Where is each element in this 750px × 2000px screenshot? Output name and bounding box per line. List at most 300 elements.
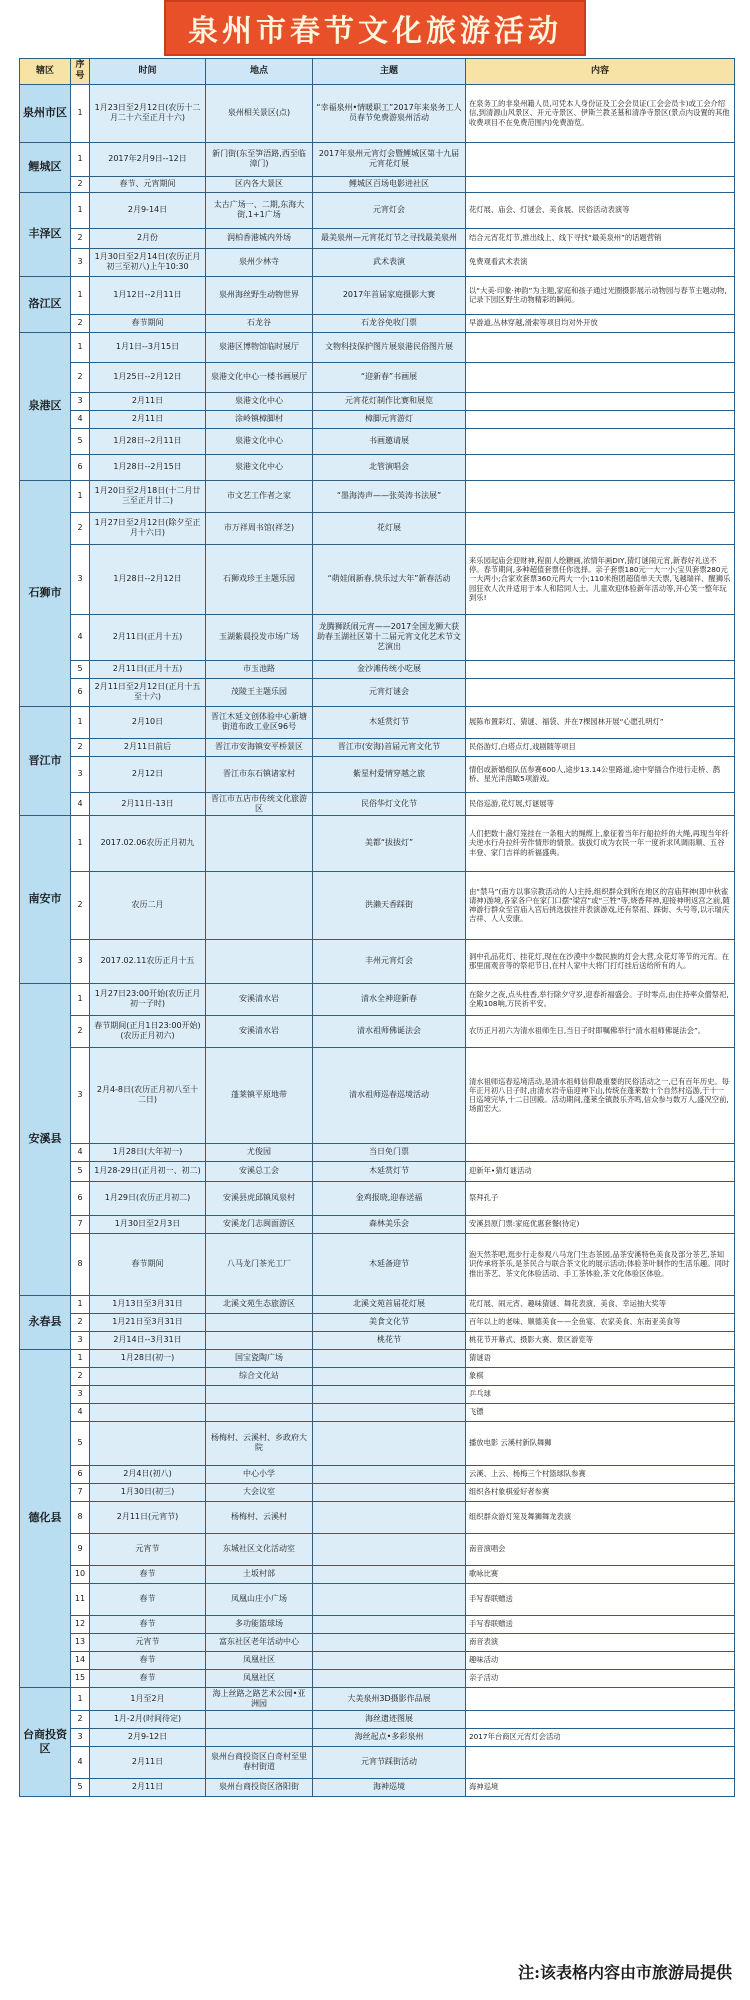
theme-cell: 元宵灯会 — [313, 192, 466, 228]
place-cell: 茂陵王主题乐园 — [206, 678, 313, 706]
place-cell: 凤凰社区 — [206, 1669, 313, 1687]
place-cell: 安溪县虎邱镇凤泉村 — [206, 1181, 313, 1215]
table-row — [20, 1313, 735, 1331]
theme-cell — [313, 1651, 466, 1669]
seq-cell: 4 — [71, 1143, 90, 1161]
time-cell: 1月29日(农历正月初二) — [90, 1181, 206, 1215]
content-cell: 早游道,丛林穿越,滑索等项目均对外开放 — [466, 314, 735, 332]
content-cell: 百年以上的老味、顺德美食——全鱼宴、农家美食、东南亚美食等 — [466, 1313, 735, 1331]
time-cell — [90, 1367, 206, 1385]
theme-cell: 花灯展 — [313, 512, 466, 544]
place-cell: 杨梅村、云溪村、乡政府大院 — [206, 1421, 313, 1465]
time-cell: 2月11日至2月12日(正月十五至十六) — [90, 678, 206, 706]
time-cell: 1月13日至3月31日 — [90, 1295, 206, 1313]
content-cell: 乒乓球 — [466, 1385, 735, 1403]
header-time: 时间 — [90, 59, 206, 85]
seq-cell: 2 — [71, 1367, 90, 1385]
content-cell — [466, 142, 735, 176]
time-cell — [90, 1421, 206, 1465]
table-row — [20, 1583, 735, 1615]
place-cell — [206, 1728, 313, 1746]
table-row — [20, 1533, 735, 1565]
seq-cell: 5 — [71, 1778, 90, 1796]
table-header-row — [20, 59, 735, 85]
seq-cell: 4 — [71, 1746, 90, 1778]
seq-cell: 1 — [71, 276, 90, 314]
place-cell: 国宝瓷陶广场 — [206, 1349, 313, 1367]
table-row — [20, 480, 735, 512]
seq-cell: 2 — [71, 314, 90, 332]
place-cell — [206, 815, 313, 871]
header-theme: 主题 — [313, 59, 466, 85]
content-cell: 歌咏比赛 — [466, 1565, 735, 1583]
time-cell: 1月至2月 — [90, 1687, 206, 1710]
content-cell: 2017年台商区元宵灯会活动 — [466, 1728, 735, 1746]
time-cell: 1月20日至2月18日(十二月廿三至正月廿二) — [90, 480, 206, 512]
table-row — [20, 792, 735, 815]
time-cell: 春节 — [90, 1565, 206, 1583]
place-cell — [206, 939, 313, 983]
table-row — [20, 1651, 735, 1669]
theme-cell: 美都“拔拔灯” — [313, 815, 466, 871]
table-row — [20, 1633, 735, 1651]
time-cell: 1月25日--2月12日 — [90, 362, 206, 392]
place-cell: 八马龙门茶光工厂 — [206, 1233, 313, 1295]
seq-cell: 5 — [71, 428, 90, 454]
table-row — [20, 544, 735, 614]
theme-cell: 木延赏灯节 — [313, 706, 466, 738]
place-cell: 杨梅村、云溪村 — [206, 1501, 313, 1533]
seq-cell: 8 — [71, 1233, 90, 1295]
content-cell: 飞镖 — [466, 1403, 735, 1421]
table-row — [20, 454, 735, 480]
content-cell: 结合元宵花灯节,推出线上、线下寻找“最美泉州”的话题营销 — [466, 228, 735, 248]
place-cell: 安溪龙门志闽面游区 — [206, 1215, 313, 1233]
theme-cell: 元宵花灯制作比赛和展览 — [313, 392, 466, 410]
place-cell: 晋江市五店市传统文化旅游区 — [206, 792, 313, 815]
place-cell: 市万祥周书馆(祥芝) — [206, 512, 313, 544]
theme-cell: 石龙谷免收门票 — [313, 314, 466, 332]
table-row — [20, 983, 735, 1015]
time-cell: 2月11日前后 — [90, 738, 206, 756]
theme-cell: 紫星村爱情穿越之旅 — [313, 756, 466, 792]
place-cell: 晋江木延文创体验中心新塘街道布政工业区96号 — [206, 706, 313, 738]
theme-cell — [313, 1349, 466, 1367]
time-cell: 2月9-14日 — [90, 192, 206, 228]
table-row — [20, 1233, 735, 1295]
table-row — [20, 1015, 735, 1047]
table-row — [20, 1615, 735, 1633]
table-row — [20, 192, 735, 228]
content-cell — [466, 176, 735, 192]
table-row — [20, 428, 735, 454]
theme-cell — [313, 1385, 466, 1403]
seq-cell: 1 — [71, 983, 90, 1015]
content-cell: 展陈布置彩灯、猜谜、福袋、并在7棵园林开展“心愿孔明灯” — [466, 706, 735, 738]
place-cell: 晋江市安海镇安平桥景区 — [206, 738, 313, 756]
theme-cell: 大美泉州3D摄影作品展 — [313, 1687, 466, 1710]
theme-cell: 海神巡境 — [313, 1778, 466, 1796]
place-cell — [206, 871, 313, 939]
place-cell: 东城社区文化活动室 — [206, 1533, 313, 1565]
district-cell: 泉州市区 — [20, 84, 71, 142]
content-cell — [466, 332, 735, 362]
time-cell: 1月27日23:00开始(农历正月初一子时) — [90, 983, 206, 1015]
footnote: 注:该表格内容由市旅游局提供 — [518, 1963, 732, 1982]
place-cell: 安溪清水岩 — [206, 983, 313, 1015]
content-cell: 云溪、上云、杨梅三个村篮球队参赛 — [466, 1465, 735, 1483]
time-cell: 1月12日--2月11日 — [90, 276, 206, 314]
seq-cell: 11 — [71, 1583, 90, 1615]
time-cell — [90, 1385, 206, 1403]
time-cell: 元宵节 — [90, 1533, 206, 1565]
place-cell: 综合文化站 — [206, 1367, 313, 1385]
time-cell: 2月11日-13日 — [90, 792, 206, 815]
table-row — [20, 1181, 735, 1215]
content-cell: 南音演唱会 — [466, 1533, 735, 1565]
content-cell — [466, 1746, 735, 1778]
place-cell: 新门街(东至笋浯路,西至临漳门) — [206, 142, 313, 176]
seq-cell: 7 — [71, 1483, 90, 1501]
place-cell: 安溪总工会 — [206, 1161, 313, 1181]
place-cell: 太古广场一、二期,东海大街,1+1广场 — [206, 192, 313, 228]
time-cell: 春节 — [90, 1651, 206, 1669]
seq-cell: 1 — [71, 192, 90, 228]
seq-cell: 3 — [71, 1331, 90, 1349]
place-cell: 多功能篮球场 — [206, 1615, 313, 1633]
theme-cell: 元宵节踩街活动 — [313, 1746, 466, 1778]
page-title: 泉州市春节文化旅游活动 — [164, 0, 586, 56]
time-cell: 2月14日--3月31日 — [90, 1331, 206, 1349]
place-cell: 中心小学 — [206, 1465, 313, 1483]
place-cell: 润柏香港城内外场 — [206, 228, 313, 248]
place-cell — [206, 1313, 313, 1331]
content-cell: 民俗巡游,花灯展,灯谜展等 — [466, 792, 735, 815]
time-cell: 1月30日至2月3日 — [90, 1215, 206, 1233]
district-cell: 德化县 — [20, 1349, 71, 1687]
table-row — [20, 1215, 735, 1233]
seq-cell: 2 — [71, 1313, 90, 1331]
seq-cell: 6 — [71, 678, 90, 706]
seq-cell: 1 — [71, 815, 90, 871]
place-cell: 石狮戏珍王主题乐园 — [206, 544, 313, 614]
time-cell: 2月12日 — [90, 756, 206, 792]
place-cell: 区内各大景区 — [206, 176, 313, 192]
table-row — [20, 614, 735, 660]
place-cell: 泉港文化中心 — [206, 454, 313, 480]
content-cell: 组织群众游灯笼及舞狮舞龙表演 — [466, 1501, 735, 1533]
seq-cell: 1 — [71, 332, 90, 362]
place-cell: 富东社区老年活动中心 — [206, 1633, 313, 1651]
table-row — [20, 706, 735, 738]
table-row — [20, 1669, 735, 1687]
time-cell: 1月28日--2月11日 — [90, 428, 206, 454]
time-cell: 元宵节 — [90, 1633, 206, 1651]
theme-cell: 书画邀请展 — [313, 428, 466, 454]
content-cell — [466, 1687, 735, 1710]
table-row — [20, 332, 735, 362]
content-cell — [466, 428, 735, 454]
theme-cell: “萌娃闹新春,快乐过大年”新春活动 — [313, 544, 466, 614]
seq-cell: 7 — [71, 1215, 90, 1233]
place-cell: 泉州相关景区(点) — [206, 84, 313, 142]
time-cell: 2月份 — [90, 228, 206, 248]
place-cell: 大会议室 — [206, 1483, 313, 1501]
content-cell: 安溪县原门票:家庭优惠套餐(待定) — [466, 1215, 735, 1233]
time-cell: 2017.02.11农历正月十五 — [90, 939, 206, 983]
theme-cell: 美食文化节 — [313, 1313, 466, 1331]
content-cell: 在除夕之夜,点头柱香,举行除夕守岁,迎春祈福盛会。子时零点,由住持率众僧祭祀,全殿108响,万民祈平安。 — [466, 983, 735, 1015]
theme-cell — [313, 1633, 466, 1651]
title-wrap — [0, 0, 750, 56]
time-cell: 春节 — [90, 1669, 206, 1687]
place-cell: 泉港文化中心 — [206, 428, 313, 454]
table-row — [20, 410, 735, 428]
place-cell: 泉州台商投资区白奇村至里春村街道 — [206, 1746, 313, 1778]
place-cell: 市文艺工作者之家 — [206, 480, 313, 512]
seq-cell: 6 — [71, 1181, 90, 1215]
theme-cell: 木延赏灯节 — [313, 1161, 466, 1181]
seq-cell: 2 — [71, 228, 90, 248]
table-row — [20, 1778, 735, 1796]
theme-cell — [313, 1367, 466, 1385]
table-row — [20, 1367, 735, 1385]
theme-cell: 鲤城区百场电影进社区 — [313, 176, 466, 192]
content-cell: 情侣或新婚组队伍参赛600人,途步13.14公里路道,途中穿插合作进行走桥、鹊桥、星光洋溶瞰5项游戏。 — [466, 756, 735, 792]
place-cell: 晋江市东石镇诸家村 — [206, 756, 313, 792]
place-cell: 玉湖紫晨投发市场广场 — [206, 614, 313, 660]
seq-cell: 3 — [71, 939, 90, 983]
table-row — [20, 142, 735, 176]
content-cell: 农历正月初六为清水祖师生日,当日子时即嘱佛举行“清水祖师佛诞法会”。 — [466, 1015, 735, 1047]
theme-cell: 丰州元宵灯会 — [313, 939, 466, 983]
theme-cell — [313, 1501, 466, 1533]
theme-cell: 元宵灯谜会 — [313, 678, 466, 706]
place-cell: 尤俊园 — [206, 1143, 313, 1161]
seq-cell: 1 — [71, 142, 90, 176]
seq-cell: 1 — [71, 84, 90, 142]
time-cell: 2月11日 — [90, 1746, 206, 1778]
time-cell: 2月9-12日 — [90, 1728, 206, 1746]
theme-cell — [313, 1583, 466, 1615]
seq-cell: 1 — [71, 1295, 90, 1313]
theme-cell: 晋江市(安海)首届元宵文化节 — [313, 738, 466, 756]
table-row — [20, 1385, 735, 1403]
seq-cell: 9 — [71, 1533, 90, 1565]
theme-cell: 海丝遗迹图展 — [313, 1710, 466, 1728]
content-cell: 由“禁马”(南方以事宗教活动的人)主持,组织群众到所在地区的宫庙拜神(即中秋雀请神)游境,各家各户在家门口摆“梁宫”或“三牲”等,烧香拜神,迎接神明返宫之前,随神游行群众至宫庙入宫后挑选拔挂并表演游戏,还有祭祖、踩街、头号等,以示瑞庆吉祥、人人安康。 — [466, 871, 735, 939]
time-cell: 2017年2月9日--12日 — [90, 142, 206, 176]
table-row — [20, 1687, 735, 1710]
theme-cell: 2017年泉州元宵灯会暨鲤城区第十九届元宵花灯展 — [313, 142, 466, 176]
district-cell: 晋江市 — [20, 706, 71, 815]
time-cell: 1月1日--3月15日 — [90, 332, 206, 362]
table-row — [20, 939, 735, 983]
place-cell — [206, 1385, 313, 1403]
seq-cell: 5 — [71, 1421, 90, 1465]
content-cell — [466, 410, 735, 428]
content-cell: 手写春联赠送 — [466, 1583, 735, 1615]
time-cell: 2017.02.06农历正月初九 — [90, 815, 206, 871]
table-row — [20, 1331, 735, 1349]
header-place: 地点 — [206, 59, 313, 85]
table-row — [20, 1483, 735, 1501]
time-cell: 春节 — [90, 1615, 206, 1633]
content-cell: 民俗游灯,白塔点灯,戏剧随等项目 — [466, 738, 735, 756]
theme-cell — [313, 1465, 466, 1483]
content-cell — [466, 678, 735, 706]
theme-cell: “幸福泉州•情暖职工”2017年来泉务工人员春节免费游泉州活动 — [313, 84, 466, 142]
time-cell: 1月-2月(时间待定) — [90, 1710, 206, 1728]
theme-cell — [313, 1403, 466, 1421]
table-row — [20, 1349, 735, 1367]
seq-cell: 14 — [71, 1651, 90, 1669]
time-cell: 2月11日 — [90, 1778, 206, 1796]
seq-cell: 2 — [71, 1015, 90, 1047]
time-cell: 春节期间(正月1日23:00开始)(农历正月初六) — [90, 1015, 206, 1047]
theme-cell — [313, 1421, 466, 1465]
table-row — [20, 1746, 735, 1778]
time-cell: 1月28日--2月12日 — [90, 544, 206, 614]
theme-cell: 文物科技保护图片展泉港民俗图片展 — [313, 332, 466, 362]
place-cell: 北溪文苑生态旅游区 — [206, 1295, 313, 1313]
seq-cell: 2 — [71, 738, 90, 756]
content-cell — [466, 660, 735, 678]
time-cell: 2月11日 — [90, 392, 206, 410]
seq-cell: 2 — [71, 871, 90, 939]
theme-cell: 森林美乐会 — [313, 1215, 466, 1233]
time-cell: 2月11日(正月十五) — [90, 614, 206, 660]
time-cell: 1月28日--2月15日 — [90, 454, 206, 480]
seq-cell: 12 — [71, 1615, 90, 1633]
seq-cell: 6 — [71, 454, 90, 480]
table-row — [20, 1143, 735, 1161]
content-cell: 桃花节开幕式、摄影大赛、景区游览等 — [466, 1331, 735, 1349]
time-cell: 2月4-8日(农历正月初八至十二日) — [90, 1047, 206, 1143]
place-cell: 涂岭镇樟脚村 — [206, 410, 313, 428]
content-cell: 祭拜孔子 — [466, 1181, 735, 1215]
seq-cell: 1 — [71, 1349, 90, 1367]
seq-cell: 3 — [71, 1047, 90, 1143]
place-cell: 凤凰山庄小广场 — [206, 1583, 313, 1615]
place-cell: 海上丝路之路艺术公园•亚洲园 — [206, 1687, 313, 1710]
place-cell: 蓬莱镇平原地带 — [206, 1047, 313, 1143]
seq-cell: 5 — [71, 660, 90, 678]
content-cell: 播放电影 云溪村新队舞狮 — [466, 1421, 735, 1465]
table-row — [20, 84, 735, 142]
theme-cell: 当日免门票 — [313, 1143, 466, 1161]
time-cell: 2月11日(正月十五) — [90, 660, 206, 678]
time-cell: 1月21日至3月31日 — [90, 1313, 206, 1331]
content-cell: 花灯展、闹元宵、趣味猜谜、舞花表演、美食、幸运抽大奖等 — [466, 1295, 735, 1313]
seq-cell: 3 — [71, 248, 90, 276]
table-row — [20, 1295, 735, 1313]
seq-cell: 4 — [71, 410, 90, 428]
theme-cell: 金沙滩传统小吃展 — [313, 660, 466, 678]
seq-cell: 5 — [71, 1161, 90, 1181]
time-cell — [90, 1403, 206, 1421]
seq-cell: 15 — [71, 1669, 90, 1687]
time-cell: 1月23日至2月12日(农历十二月二十六至正月十六) — [90, 84, 206, 142]
theme-cell: 民俗华灯文化节 — [313, 792, 466, 815]
time-cell: 2月4日(初八) — [90, 1465, 206, 1483]
table-row — [20, 176, 735, 192]
table-row — [20, 1421, 735, 1465]
content-cell — [466, 392, 735, 410]
table-row — [20, 228, 735, 248]
place-cell: 安溪清水岩 — [206, 1015, 313, 1047]
time-cell: 春节期间 — [90, 314, 206, 332]
header-seq: 序号 — [71, 59, 90, 85]
time-cell: 1月27日至2月12日(除夕至正月十六日) — [90, 512, 206, 544]
content-cell: 迎新年•猜灯谜活动 — [466, 1161, 735, 1181]
time-cell: 1月30日至2月14日(农历正月初三至初八)上午10:30 — [90, 248, 206, 276]
theme-cell: 最美泉州—元宵花灯节之寻找最美泉州 — [313, 228, 466, 248]
content-cell: 清水祖师巡春巡境活动,是清水祖师信仰最重要的民俗活动之一,已有百年历史。每年正月初八日子时,由清水岩寺庙迎神下山,传统在蓬莱数十个自然村巡游,于十一日巡境完毕,十二日回殿。活动期间,蓬莱全镇鼓乐齐鸣,信众参与数万人,盛况空前,场面宏大。 — [466, 1047, 735, 1143]
place-cell — [206, 1331, 313, 1349]
theme-cell: 武术表演 — [313, 248, 466, 276]
content-cell — [466, 362, 735, 392]
time-cell: 1月28日(大年初一) — [90, 1143, 206, 1161]
content-cell: 猜谜语 — [466, 1349, 735, 1367]
table-row — [20, 871, 735, 939]
content-cell: 泡天然茶吧,逛步行走参观八马龙门生态茶园,品茶安溪特色美食及部分茶艺,茶知识传承将茶乐,是茶民合与联合茶文化的展示活动;体验茶叶制作的生活乐趣。同时推出茶艺、茶文化体验活动、手工茶体验,茶文化体验区体验。 — [466, 1233, 735, 1295]
place-cell: 泉州台商投资区洛阳街 — [206, 1778, 313, 1796]
district-cell: 永春县 — [20, 1295, 71, 1349]
district-cell: 安溪县 — [20, 983, 71, 1295]
seq-cell: 1 — [71, 1687, 90, 1710]
table-row — [20, 314, 735, 332]
seq-cell: 4 — [71, 1403, 90, 1421]
seq-cell: 8 — [71, 1501, 90, 1533]
theme-cell: 北溪文苑首届花灯展 — [313, 1295, 466, 1313]
table-body — [20, 84, 735, 1796]
district-cell: 鲤城区 — [20, 142, 71, 192]
time-cell: 2月11日(元宵节) — [90, 1501, 206, 1533]
seq-cell: 3 — [71, 544, 90, 614]
content-cell: 花灯展、庙会、灯谜会、美食展、民俗活动表演等 — [466, 192, 735, 228]
header-content: 内容 — [466, 59, 735, 85]
content-cell: 海神巡境 — [466, 1778, 735, 1796]
table-row — [20, 248, 735, 276]
district-cell: 洛江区 — [20, 276, 71, 332]
table-row — [20, 276, 735, 314]
table-row — [20, 1501, 735, 1533]
content-cell: 以“大美·印象·神韵”为主题,家庭和孩子通过光圈摄影展示动物园与春节主题动物,记录下园区野生动物精彩的瞬间。 — [466, 276, 735, 314]
content-cell — [466, 1710, 735, 1728]
table-row — [20, 512, 735, 544]
content-cell: 免费观看武术表演 — [466, 248, 735, 276]
content-cell: 趣味活动 — [466, 1651, 735, 1669]
theme-cell: “迎新春”书画展 — [313, 362, 466, 392]
place-cell: 凤凰社区 — [206, 1651, 313, 1669]
table-row — [20, 392, 735, 410]
content-cell — [466, 454, 735, 480]
theme-cell — [313, 1483, 466, 1501]
time-cell: 农历二月 — [90, 871, 206, 939]
table-row — [20, 756, 735, 792]
theme-cell: 清水全神迎新春 — [313, 983, 466, 1015]
seq-cell: 2 — [71, 512, 90, 544]
theme-cell: 海丝起点•多彩泉州 — [313, 1728, 466, 1746]
place-cell — [206, 1403, 313, 1421]
content-cell: 在泉务工的非泉州籍人员,可凭本人身份证及工会会员证(工会会员卡)或工会介绍信,到清源山风景区、开元寺景区、伊斯兰教圣墓和清净寺景区(景点内设置的其他收费项目不在免费范围内)免费游览。 — [466, 84, 735, 142]
place-cell: 泉港文化中心 — [206, 392, 313, 410]
place-cell: 泉港区博物馆临时展厅 — [206, 332, 313, 362]
time-cell: 1月30日(初三) — [90, 1483, 206, 1501]
district-cell: 南安市 — [20, 815, 71, 983]
time-cell: 春节 — [90, 1583, 206, 1615]
